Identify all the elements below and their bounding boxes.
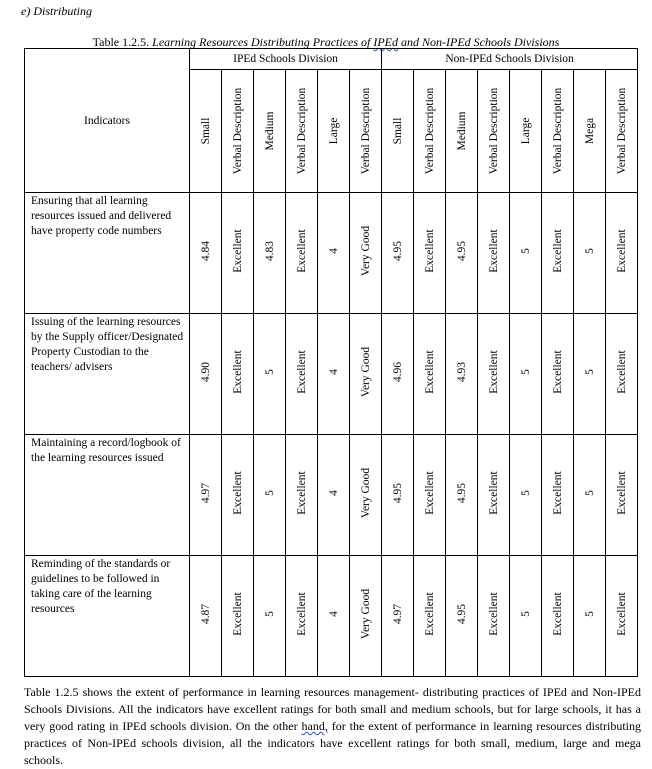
value-cell	[222, 435, 254, 556]
value-label: 5	[519, 368, 532, 375]
value-cell	[446, 314, 478, 435]
column-header-label: Medium	[263, 111, 276, 151]
value-cell	[190, 556, 222, 677]
paragraph-part-2: for the extent of performance in learning resources distributing practices of Non-IPEd schools division, all the indicators have excellent ratings for both small, medium, large and mega schools.	[24, 719, 641, 767]
value-cell	[254, 435, 286, 556]
column-header-label: Large	[519, 117, 532, 145]
value-label: 4.90	[199, 361, 212, 382]
value-cell	[574, 435, 606, 556]
value-cell	[478, 556, 510, 677]
column-header-label: Small	[199, 117, 212, 145]
value-cell	[446, 193, 478, 314]
column-header-label: Verbal Description	[615, 87, 628, 175]
value-cell	[350, 314, 382, 435]
group-header-iped: IPEd Schools Division	[190, 49, 382, 70]
indicator-cell: Maintaining a record/logbook of the learning resources issued	[25, 435, 190, 556]
value-label: Excellent	[487, 591, 500, 636]
column-header-label: Verbal Description	[359, 87, 372, 175]
table-body	[25, 193, 638, 677]
value-label: Excellent	[231, 470, 244, 515]
column-header	[190, 70, 222, 193]
value-cell	[542, 435, 574, 556]
value-cell	[510, 314, 542, 435]
value-cell	[318, 556, 350, 677]
value-label: Excellent	[295, 470, 308, 515]
column-header-label: Verbal Description	[423, 87, 436, 175]
value-label: 5	[519, 610, 532, 617]
value-cell	[350, 193, 382, 314]
column-header	[222, 70, 254, 193]
value-cell	[478, 435, 510, 556]
value-label: 4	[327, 610, 340, 617]
value-cell	[478, 193, 510, 314]
value-label: Excellent	[487, 349, 500, 394]
practices-table	[24, 48, 638, 677]
value-label: Excellent	[231, 349, 244, 394]
table-row	[25, 314, 638, 435]
column-header-label: Mega	[583, 117, 596, 145]
value-cell	[510, 193, 542, 314]
value-label: 4	[327, 247, 340, 254]
value-label: 4.83	[263, 240, 276, 261]
value-cell	[478, 314, 510, 435]
value-cell	[190, 193, 222, 314]
value-cell	[606, 193, 638, 314]
value-label: 5	[583, 247, 596, 254]
value-label: Very Good	[359, 225, 372, 276]
value-label: 5	[583, 489, 596, 496]
column-header	[510, 70, 542, 193]
discussion-paragraph	[24, 684, 641, 769]
column-header-label: Large	[327, 117, 340, 145]
value-label: Very Good	[359, 346, 372, 397]
value-cell	[254, 193, 286, 314]
value-label: Excellent	[551, 349, 564, 394]
value-cell	[414, 556, 446, 677]
value-label: Excellent	[615, 591, 628, 636]
value-cell	[318, 314, 350, 435]
caption-title-end: and Non-IPEd Schools Divisions	[398, 35, 560, 49]
value-label: 5	[583, 368, 596, 375]
column-header-label: Small	[391, 117, 404, 145]
column-header	[382, 70, 414, 193]
value-label: Excellent	[423, 591, 436, 636]
value-label: Very Good	[359, 588, 372, 639]
value-label: Excellent	[231, 591, 244, 636]
table-row	[25, 435, 638, 556]
value-cell	[542, 314, 574, 435]
value-cell	[606, 314, 638, 435]
value-cell	[190, 435, 222, 556]
value-cell	[414, 193, 446, 314]
value-cell	[222, 314, 254, 435]
value-cell	[606, 556, 638, 677]
value-cell	[254, 556, 286, 677]
value-label: 4.95	[455, 603, 468, 624]
value-label: 4.95	[455, 482, 468, 503]
column-header	[478, 70, 510, 193]
value-cell	[510, 556, 542, 677]
value-label: 4.97	[199, 482, 212, 503]
indicator-cell: Issuing of the learning resources by the Supply officer/Designated Property Custodian to the teachers/ advisers	[25, 314, 190, 435]
column-header	[318, 70, 350, 193]
value-cell	[542, 193, 574, 314]
value-cell	[286, 314, 318, 435]
caption-title-start: Learning Resources Distributing Practices of	[152, 35, 374, 49]
column-header	[446, 70, 478, 193]
value-cell	[318, 193, 350, 314]
value-label: 5	[263, 489, 276, 496]
table-row	[25, 556, 638, 677]
column-header	[542, 70, 574, 193]
value-label: 4.87	[199, 603, 212, 624]
column-header-label: Verbal Description	[551, 87, 564, 175]
value-label: 5	[519, 489, 532, 496]
indicators-header: Indicators	[25, 49, 190, 193]
value-label: Excellent	[551, 591, 564, 636]
value-cell	[222, 556, 254, 677]
value-cell	[254, 314, 286, 435]
value-label: Excellent	[615, 470, 628, 515]
value-cell	[286, 435, 318, 556]
value-label: 5	[583, 610, 596, 617]
group-header-non-iped: Non-IPEd Schools Division	[382, 49, 638, 70]
column-header	[414, 70, 446, 193]
column-header-label: Verbal Description	[487, 87, 500, 175]
value-label: Excellent	[231, 228, 244, 273]
value-label: Excellent	[487, 470, 500, 515]
column-header	[350, 70, 382, 193]
value-cell	[542, 556, 574, 677]
value-cell	[222, 193, 254, 314]
value-cell	[446, 556, 478, 677]
value-label: Very Good	[359, 467, 372, 518]
column-header-label: Verbal Description	[231, 87, 244, 175]
value-cell	[414, 435, 446, 556]
value-label: 5	[263, 610, 276, 617]
value-label: 4.95	[391, 482, 404, 503]
value-label: Excellent	[295, 349, 308, 394]
value-label: Excellent	[295, 228, 308, 273]
value-label: Excellent	[295, 591, 308, 636]
table-row	[25, 193, 638, 314]
value-label: 4.84	[199, 240, 212, 261]
value-label: Excellent	[551, 228, 564, 273]
indicator-cell: Ensuring that all learning resources issued and delivered have property code numbers	[25, 193, 190, 314]
value-label: Excellent	[423, 470, 436, 515]
caption-title-marked: IPEd	[373, 35, 398, 49]
value-label: Excellent	[423, 349, 436, 394]
value-cell	[574, 314, 606, 435]
value-cell	[574, 193, 606, 314]
value-cell	[382, 193, 414, 314]
paragraph-marked-word: hand,	[301, 719, 328, 733]
value-cell	[382, 556, 414, 677]
value-label: Excellent	[615, 349, 628, 394]
caption-title	[152, 35, 559, 49]
value-cell	[606, 435, 638, 556]
value-label: 4	[327, 489, 340, 496]
column-header	[574, 70, 606, 193]
value-cell	[350, 435, 382, 556]
column-header-label: Verbal Description	[295, 87, 308, 175]
value-label: 4	[327, 368, 340, 375]
value-label: Excellent	[615, 228, 628, 273]
indicator-cell: Reminding of the standards or guidelines to be followed in taking care of the learning resources	[25, 556, 190, 677]
column-header-label: Medium	[455, 111, 468, 151]
value-cell	[414, 314, 446, 435]
value-cell	[350, 556, 382, 677]
value-label: Excellent	[423, 228, 436, 273]
value-cell	[574, 556, 606, 677]
value-label: 4.96	[391, 361, 404, 382]
caption-prefix: Table 1.2.5.	[92, 35, 153, 49]
value-cell	[318, 435, 350, 556]
value-label: 4.95	[455, 240, 468, 261]
value-label: 4.97	[391, 603, 404, 624]
value-cell	[286, 193, 318, 314]
value-cell	[190, 314, 222, 435]
value-label: 4.95	[391, 240, 404, 261]
value-cell	[446, 435, 478, 556]
value-label: 4.93	[455, 361, 468, 382]
value-label: Excellent	[487, 228, 500, 273]
column-header	[254, 70, 286, 193]
column-header	[286, 70, 318, 193]
column-header	[606, 70, 638, 193]
value-label: 5	[263, 368, 276, 375]
paragraph-part-1: Table 1.2.5 shows the extent of performance in learning resources management- distributing practices of IPEd and Non-IPEd Schools Divisions. All the indicators have excellent ratings for both small and medium schools, but for large schools, it has a very good rating in IPEd schools division. On the other	[24, 685, 641, 733]
section-heading: e) Distributing	[21, 4, 92, 18]
value-cell	[382, 435, 414, 556]
value-label: Excellent	[551, 470, 564, 515]
value-label: 5	[519, 247, 532, 254]
value-cell	[286, 556, 318, 677]
value-cell	[510, 435, 542, 556]
value-cell	[382, 314, 414, 435]
